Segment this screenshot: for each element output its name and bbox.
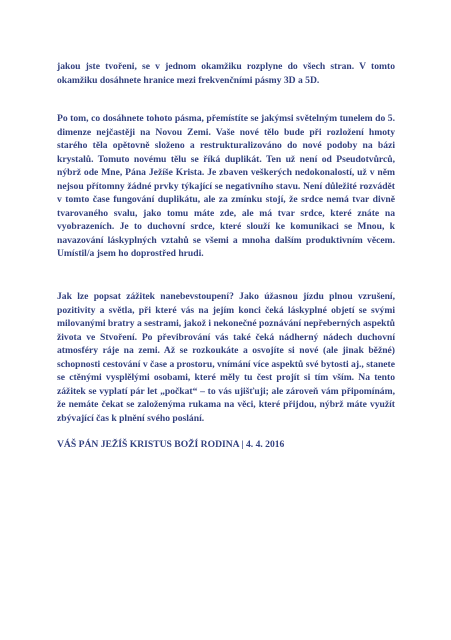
paragraph-3: Jak lze popsat zážitek nanebevstoupení? Jako úžasnou jízdu plnou vzrušení, pozitivity a světla, při které vás na jejím konci čeká láskyplné objetí se svými milovanými bratry a sestrami, jakož i nekonečné poznávání nepřeberných aspektů života ve Stvoření. Po převibrování vás také čeká nádherný nádech duchovní atmosféry ráje na zemi. Až se rozkoukáte a osvojíte si nové (ale jinak běžné) schopnosti cestování v čase a prostoru, vnímání více aspektů své bytosti aj., stanete se ctěnými vysplělými osobami, které měly tu čest projít si tím vším. Na tento zážitek se vyplatí pár let „počkat“ – to vás ujišťuji; ale zároveň vám připomínám, že nemáte čekat se založenýma rukama na věci, které přijdou, nýbrž máte využít zbývající čas k plnění svého poslání. xyxy=(57,291,396,424)
paragraph-2: Po tom, co dosáhnete tohoto pásma, přemístíte se jakýmsi světelným tunelem do 5. dimenze nejčastěji na Novou Zemi. Vaše nové tělo bude při rozložení hmoty starého těla opětovně složeno a restrukturalizováno do nové podoby na bázi krystalů. Tomuto novému tělu se říká duplikát. Ten už není od Pseudotvůrců, nýbrž ode Mne, Pána Ježíše Krista. Je zbaven veškerých nedokonalostí, už v něm nejsou přítomny žádné prvky týkající se negativního stavu. Není důležité rozvádět v tomto čase fungování duplikátu, ale za zmínku stojí, že srdce nemá tvar divně tvarovaného svalu, jako tomu máte zde, ale má tvar srdce, které znáte na vyobrazeních. Je to duchovní srdce, které slouží ke komunikaci se Mnou, k navazování láskyplných vztahů se všemi a mnoha dalším produktivním věcem. Umístil/a jsem ho doprostřed hrudi. xyxy=(57,113,395,259)
signature-line: VÁŠ PÁN JEŽÍŠ KRISTUS BOŽÍ RODINA | 4. 4. 2016 xyxy=(57,439,285,450)
paragraph-1: jakou jste tvořeni, se v jednom okamžiku rozplyne do všech stran. V tomto okamžiku dosáhnete hranice mezi frekvenčními pásmy 3D a 5D. xyxy=(57,61,395,86)
